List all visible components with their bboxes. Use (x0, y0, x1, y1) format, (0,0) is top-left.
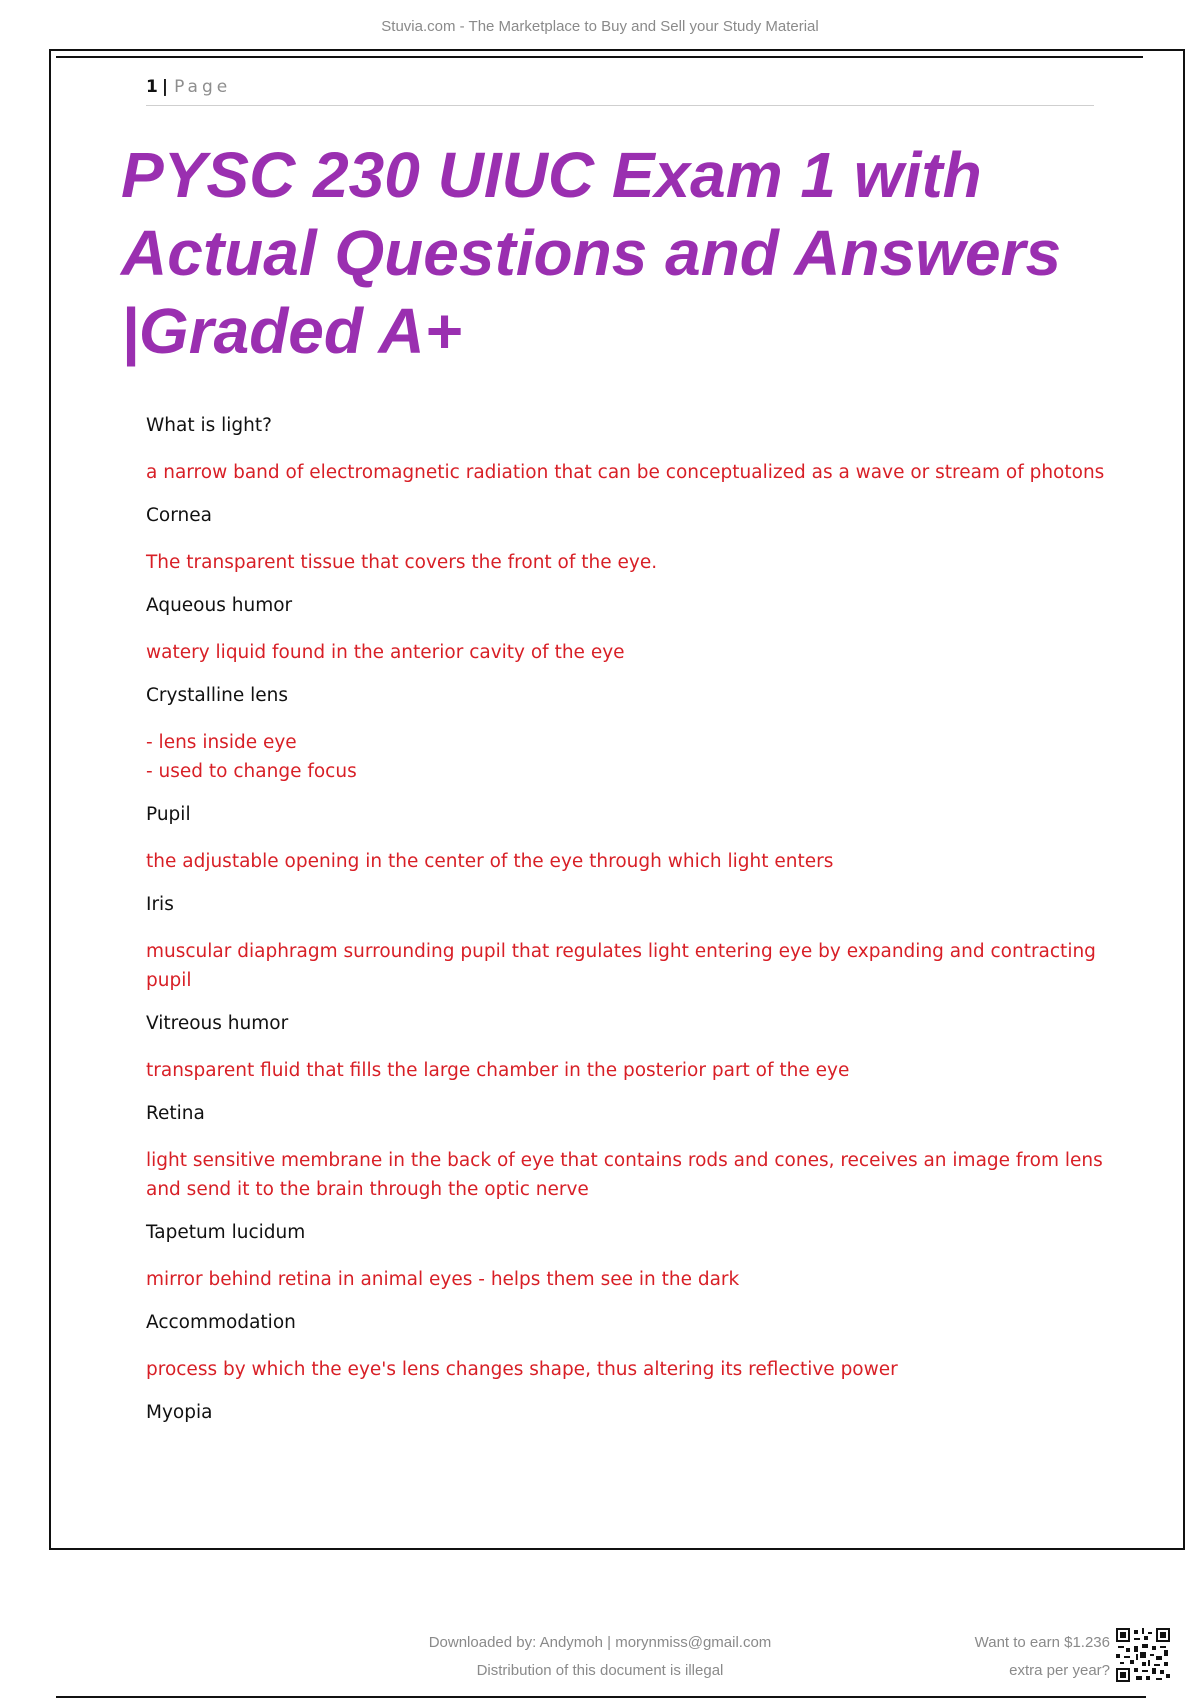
answer-text (146, 638, 1136, 667)
question-term: Retina (146, 1103, 205, 1124)
answer-line: transparent fluid that fills the large chamber in the posterior part of the eye (146, 1060, 850, 1081)
page-label: Page (174, 77, 232, 97)
answer-text (146, 728, 1136, 786)
question-term: Iris (146, 894, 174, 915)
answer-line: watery liquid found in the anterior cavity of the eye (146, 642, 625, 663)
answer-line: light sensitive membrane in the back of eye that contains rods and cones, receives an image from lens and send it to the brain through the optic nerve (146, 1150, 1103, 1200)
answer-line: the adjustable opening in the center of the eye through which light enters (146, 851, 834, 872)
page-header (146, 77, 1094, 106)
document-title (121, 136, 1141, 370)
qr-code-icon[interactable] (1116, 1628, 1170, 1682)
question-term: What is light? (146, 415, 272, 436)
title-line-2: Actual Questions and Answers (121, 217, 1062, 289)
question-term: Vitreous humor (146, 1013, 289, 1034)
bottom-rule (56, 1696, 1146, 1698)
answer-line: - lens inside eye (146, 732, 297, 753)
answer-text (146, 458, 1136, 487)
downloaded-by-text: Downloaded by: Andymoh | morynmiss@gmail.com (428, 1634, 772, 1651)
page-frame (49, 49, 1185, 1550)
answer-line: - used to change focus (146, 761, 357, 782)
answer-text (146, 548, 1136, 577)
question-term: Cornea (146, 505, 212, 526)
title-line-3: |Graded A+ (121, 295, 462, 367)
answer-text (146, 1355, 1136, 1384)
earn-promo[interactable] (940, 1629, 1110, 1685)
frame-top-rule (56, 56, 1143, 58)
question-term: Crystalline lens (146, 685, 288, 706)
question-term: Aqueous humor (146, 595, 293, 616)
question-term: Tapetum lucidum (146, 1222, 306, 1243)
answer-text (146, 937, 1136, 995)
title-line-1: PYSC 230 UIUC Exam 1 with (121, 139, 982, 211)
stuvia-watermark-top: Stuvia.com - The Marketplace to Buy and Sell your Study Material (381, 18, 819, 35)
question-term: Myopia (146, 1402, 213, 1423)
answer-line: The transparent tissue that covers the front of the eye. (146, 552, 658, 573)
answer-line: mirror behind retina in animal eyes - helps them see in the dark (146, 1269, 740, 1290)
earn-promo-line-1[interactable]: Want to earn $1.236 (974, 1634, 1110, 1651)
qa-list (146, 413, 1136, 1445)
question-term: Pupil (146, 804, 191, 825)
answer-line: muscular diaphragm surrounding pupil that regulates light entering eye by expanding and contracting pupil (146, 941, 1096, 991)
page-separator: | (161, 77, 169, 97)
answer-text (146, 1146, 1136, 1204)
question-term: Accommodation (146, 1312, 296, 1333)
distribution-notice: Distribution of this document is illegal (476, 1662, 724, 1679)
answer-text (146, 1265, 1136, 1294)
footer-download-info (350, 1629, 850, 1685)
answer-text (146, 847, 1136, 876)
answer-text (146, 1056, 1136, 1085)
page-number: 1 (146, 77, 158, 97)
earn-promo-line-2[interactable]: extra per year? (1009, 1662, 1110, 1679)
answer-line: a narrow band of electromagnetic radiation that can be conceptualized as a wave or stream of photons (146, 462, 1105, 483)
answer-line: process by which the eye's lens changes shape, thus altering its reflective power (146, 1359, 898, 1380)
